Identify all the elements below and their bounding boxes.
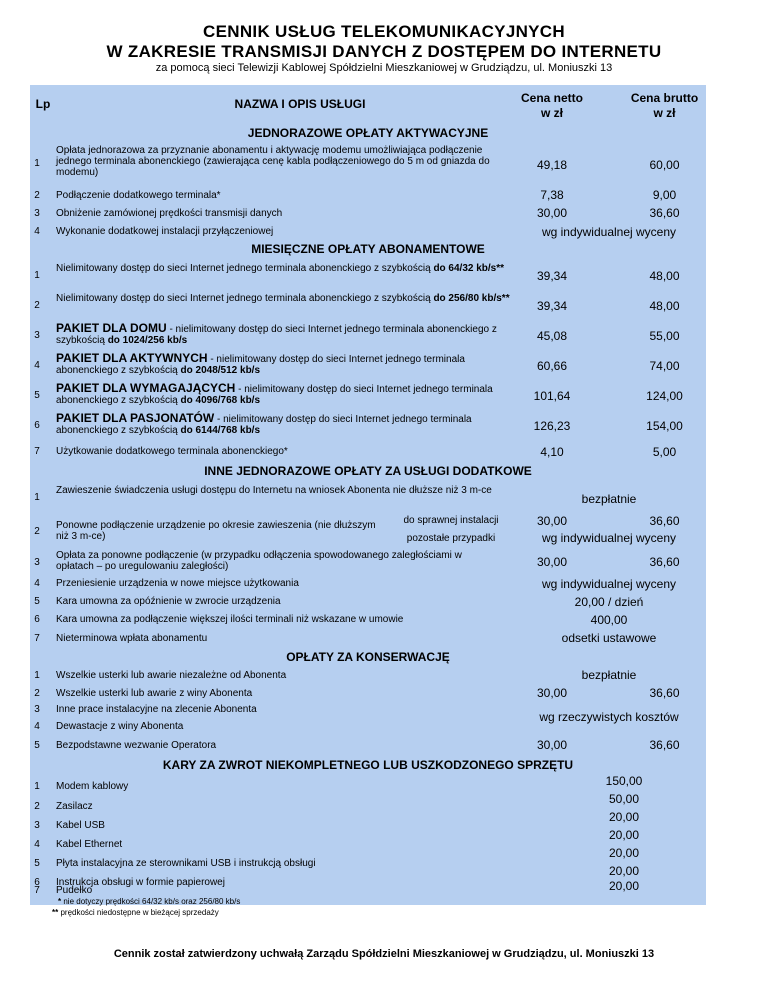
table-row xyxy=(30,381,706,411)
table-row xyxy=(30,321,706,351)
header-net-price: Cena netto w zł xyxy=(520,91,583,120)
net-price: 30,00 xyxy=(536,514,568,528)
row-description: PAKIET DLA DOMU - nielimitowany dostęp do sieci Internet jednego terminala abonenckiego z szybkością do 1024/256 kb/s xyxy=(56,321,497,346)
net-price: 60,66 xyxy=(536,359,568,373)
price-note: bezpłatnie xyxy=(581,492,637,506)
row-description: Przeniesienie urządzenia w nowe miejsce użytkowania xyxy=(56,578,299,589)
row-description: Kara umowna za opóźnienie w zwrocie urządzenia xyxy=(56,596,281,607)
header-lp: Lp xyxy=(35,97,51,111)
net-price: 101,64 xyxy=(533,389,571,403)
table-row xyxy=(30,482,706,512)
row-description: Zasilacz xyxy=(56,801,93,812)
table-row xyxy=(30,143,706,185)
net-price: 49,18 xyxy=(536,158,568,172)
table-row xyxy=(30,611,706,629)
row-lp: 2 xyxy=(34,190,40,201)
row-description: Nieterminowa wpłata abonamentu xyxy=(56,633,208,644)
gross-price: 36,60 xyxy=(649,738,680,752)
gross-price: 48,00 xyxy=(649,299,680,313)
price-note: bezpłatnie xyxy=(581,668,637,682)
row-description: Kara umowna za podłączenie większej ilości terminali niż wskazane w umowie xyxy=(56,614,404,625)
row-description: Instrukcja obsługi w formie papierowej xyxy=(56,877,225,888)
table-row xyxy=(30,411,706,441)
table-row xyxy=(30,593,706,611)
row-lp: 3 xyxy=(34,704,40,715)
row-lp: 2 xyxy=(34,688,40,699)
row-description: Modem kablowy xyxy=(56,781,129,792)
gross-price: 36,60 xyxy=(649,206,680,220)
row-lp: 3 xyxy=(34,557,40,568)
gross-price: 36,60 xyxy=(649,686,680,700)
option-working-installation: do sprawnej instalacji xyxy=(403,515,499,526)
row-lp: 5 xyxy=(34,740,40,751)
row-description: Podłączenie dodatkowego terminala* xyxy=(56,190,221,201)
row-description: Nielimitowany dostęp do sieci Internet jednego terminala abonenckiego z szybkością do 64/32 kb/s** xyxy=(56,263,505,274)
row-lp: 4 xyxy=(34,839,40,850)
row-lp: 7 xyxy=(34,446,40,457)
gross-price: 124,00 xyxy=(646,389,683,403)
row-description: Opłata za ponowne podłączenie (w przypadku odłączenia spowodowanego zaległościami w opłatach – po uregulowaniu zaległości) xyxy=(56,550,462,572)
table-row xyxy=(30,737,706,755)
price-note: odsetki ustawowe xyxy=(561,631,657,645)
row-lp: 2 xyxy=(34,300,40,311)
row-description: Kabel Ethernet xyxy=(56,839,123,850)
gross-price: 60,00 xyxy=(649,158,680,172)
table-row xyxy=(30,720,706,738)
footnote-2: ** prędkości niedostępne w bieżącej sprzedaży xyxy=(52,908,219,917)
penalty-price: 20,00 xyxy=(608,828,640,842)
price-note: wg indywidualnej wyceny xyxy=(541,225,677,239)
header-gross-price: Cena brutto w zł xyxy=(630,91,699,120)
penalty-price: 50,00 xyxy=(608,792,640,806)
header-name: NAZWA I OPIS USŁUGI xyxy=(234,97,366,111)
row-lp: 5 xyxy=(34,858,40,869)
section-monthly-title: MIESIĘCZNE OPŁATY ABONAMENTOWE xyxy=(251,242,485,256)
net-price: 39,34 xyxy=(536,299,568,313)
table-row xyxy=(30,685,706,703)
row-lp: 4 xyxy=(34,578,40,589)
row-lp: 6 xyxy=(34,420,40,431)
net-price: 30,00 xyxy=(536,206,568,220)
net-price: 7,38 xyxy=(540,188,564,202)
row-description: Wszelkie usterki lub awarie niezależne od Abonenta xyxy=(56,670,287,681)
document-title-line-2: W ZAKRESIE TRANSMISJI DANYCH Z DOSTĘPEM DO INTERNETU xyxy=(106,42,662,61)
row-lp: 3 xyxy=(34,208,40,219)
price-note: 400,00 xyxy=(590,613,628,627)
gross-price: 5,00 xyxy=(652,445,677,459)
net-price: 126,23 xyxy=(533,419,571,433)
gross-price: 154,00 xyxy=(646,419,683,433)
row-description: PAKIET DLA WYMAGAJĄCYCH - nielimitowany dostęp do sieci Internet jednego terminala abonenckiego z szybkością do 4096/768 kb/s xyxy=(56,381,493,406)
row-description: Inne prace instalacyjne na zlecenie Abonenta xyxy=(56,704,257,715)
net-price: 30,00 xyxy=(536,686,568,700)
penalty-price: 20,00 xyxy=(608,810,640,824)
row-description: Opłata jednorazowa za przyznanie abonamentu i aktywację modemu umożliwiająca podłączenie jednego terminala abonenckiego (zawierająca cenę kabla podłączeniowego do 5 m od gniazda do modemu) xyxy=(56,145,490,178)
net-price: 4,10 xyxy=(540,445,564,459)
row-lp: 1 xyxy=(34,492,40,503)
section-activation-title: JEDNORAZOWE OPŁATY AKTYWACYJNE xyxy=(247,126,489,140)
row-description: Obniżenie zamówionej prędkości transmisji danych xyxy=(56,208,283,219)
row-lp: 1 xyxy=(34,781,40,792)
row-description: Zawieszenie świadczenia usługi dostępu do Internetu na wniosek Abonenta nie dłuższe niż 3 m-ce xyxy=(56,485,492,496)
row-lp: 3 xyxy=(34,330,40,341)
row-lp: 2 xyxy=(34,801,40,812)
table-row xyxy=(30,443,706,461)
row-lp: 5 xyxy=(34,596,40,607)
approval-note: Cennik został zatwierdzony uchwałą Zarządu Spółdzielni Mieszkaniowej w Grudziądzu, ul. Moniuszki 13 xyxy=(113,948,655,960)
section-penalties-title: KARY ZA ZWROT NIEKOMPLETNEGO LUB USZKODZONEGO SPRZĘTU xyxy=(162,758,574,772)
row-description: Ponowne podłączenie urządzenie po okresie zawieszenia (nie dłuższym niż 3 m-ce) xyxy=(56,520,376,542)
net-price: 45,08 xyxy=(536,329,568,343)
gross-price: 9,00 xyxy=(652,188,677,202)
row-lp: 1 xyxy=(34,670,40,681)
row-description: Bezpodstawne wezwanie Operatora xyxy=(56,740,217,751)
row-description: PAKIET DLA PASJONATÓW - nielimitowany dostęp do sieci Internet jednego terminala abonenckiego z szybkością do 6144/768 kb/s xyxy=(56,411,472,436)
row-lp: 3 xyxy=(34,820,40,831)
table-row xyxy=(30,547,706,577)
footnote-1: * nie dotyczy prędkości 64/32 kb/s oraz 256/80 kb/s xyxy=(58,897,241,906)
price-note: 20,00 / dzień xyxy=(574,595,644,609)
row-lp: 4 xyxy=(34,721,40,732)
row-lp: 6 xyxy=(34,614,40,625)
penalty-price: 20,00 xyxy=(608,846,640,860)
table-row xyxy=(30,223,706,241)
row-lp: 4 xyxy=(34,226,40,237)
net-price: 30,00 xyxy=(536,555,568,569)
row-description: Kabel USB xyxy=(56,820,105,831)
option-other-cases: pozostałe przypadki xyxy=(406,533,496,544)
gross-price: 48,00 xyxy=(649,269,680,283)
table-row xyxy=(30,629,706,647)
row-description: Dewastacje z winy Abonenta xyxy=(56,721,184,732)
row-lp: 5 xyxy=(34,390,40,401)
row-lp: 1 xyxy=(34,270,40,281)
document-subtitle: za pomocą sieci Telewizji Kablowej Spółdzielni Mieszkaniowej w Grudziądzu, ul. Moniuszki 13 xyxy=(155,62,613,74)
gross-price: 55,00 xyxy=(649,329,680,343)
row-lp: 7 xyxy=(34,885,40,896)
table-row xyxy=(30,261,706,291)
gross-price: 36,60 xyxy=(649,514,680,528)
table-row xyxy=(30,351,706,381)
table-row xyxy=(30,187,706,205)
row-description: Wszelkie usterki lub awarie z winy Abonenta xyxy=(56,688,253,699)
section-maintenance-title: OPŁATY ZA KONSERWACJĘ xyxy=(286,650,450,664)
table-row xyxy=(30,514,706,548)
section-other-title: INNE JEDNORAZOWE OPŁATY ZA USŁUGI DODATKOWE xyxy=(204,464,532,478)
row-description: PAKIET DLA AKTYWNYCH - nielimitowany dostęp do sieci Internet jednego terminala abonenckiego z szybkością do 2048/512 kb/s xyxy=(56,351,465,376)
price-note: wg rzeczywistych kosztów xyxy=(539,710,679,724)
gross-price: 36,60 xyxy=(649,555,680,569)
penalty-price: 20,00 xyxy=(608,879,640,893)
table-row xyxy=(30,205,706,223)
row-lp: 7 xyxy=(34,633,40,644)
row-description: Pudełko xyxy=(56,885,93,896)
table-row xyxy=(30,575,706,593)
row-lp: 2 xyxy=(34,526,40,537)
document-title-line-1: CENNIK USŁUG TELEKOMUNIKACYJNYCH xyxy=(203,22,565,41)
row-description: Użytkowanie dodatkowego terminala abonenckiego* xyxy=(56,446,288,457)
net-price: 30,00 xyxy=(536,738,568,752)
row-description: Płyta instalacyjna ze sterownikami USB i instrukcją obsługi xyxy=(56,858,316,869)
row-lp: 6 xyxy=(34,877,40,888)
row-description: Wykonanie dodatkowej instalacji przyłączeniowej xyxy=(56,226,274,237)
price-note: wg indywidualnej wyceny xyxy=(541,577,677,591)
penalty-price: 150,00 xyxy=(605,774,643,788)
row-lp: 4 xyxy=(34,360,40,371)
penalty-price: 20,00 xyxy=(608,864,640,878)
table-row xyxy=(30,667,706,685)
net-price: 39,34 xyxy=(536,269,568,283)
price-table xyxy=(30,85,706,905)
row-description: Nielimitowany dostęp do sieci Internet jednego terminala abonenckiego z szybkością do 256/80 kb/s** xyxy=(56,293,510,304)
gross-price: 74,00 xyxy=(649,359,680,373)
price-note: wg indywidualnej wyceny xyxy=(541,531,677,545)
table-row xyxy=(30,291,706,321)
row-lp: 1 xyxy=(34,158,40,169)
